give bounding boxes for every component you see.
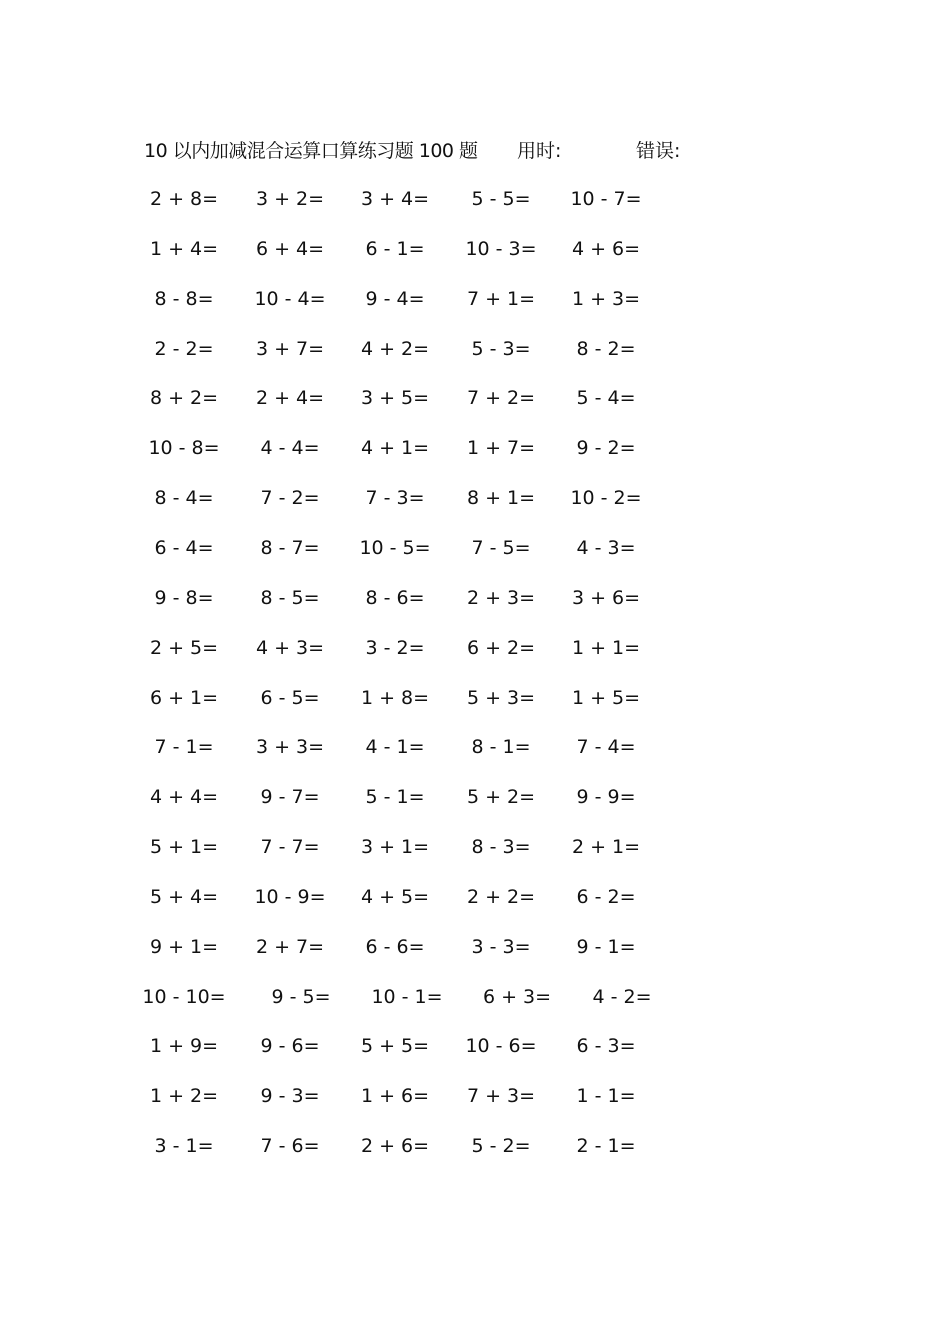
problem-item: 7 + 2= [466,387,536,410]
problem-item: 7 - 5= [471,536,531,559]
problem-item: 5 + 1= [149,836,219,859]
problem-item: 9 - 3= [260,1085,320,1108]
problem-item: 6 + 1= [149,686,219,709]
time-used-label: 用时: [517,140,562,162]
problem-item: 6 - 4= [154,536,214,559]
problem-item: 4 - 3= [576,536,636,559]
problem-item: 5 + 4= [149,885,219,908]
problem-item: 9 - 1= [576,935,636,958]
problem-item: 8 - 6= [365,586,425,609]
problem-item: 3 + 2= [255,188,325,210]
problem-item: 3 + 4= [360,188,430,210]
problem-item: 10 - 5= [359,536,431,559]
problem-item: 6 - 5= [260,686,320,709]
problem-item: 4 - 1= [365,736,425,759]
problem-item: 9 - 5= [271,985,331,1008]
problem-item: 8 - 1= [471,736,531,759]
problem-item: 6 - 6= [365,935,425,958]
problem-item: 6 - 3= [576,1035,636,1058]
problem-item: 7 - 1= [154,736,214,759]
problem-item: 10 - 9= [254,885,326,908]
problem-item: 1 + 6= [360,1085,430,1108]
problem-item: 4 - 4= [260,437,320,460]
problem-item: 7 - 2= [260,487,320,510]
problem-item: 1 + 7= [466,437,536,460]
problem-item: 8 - 5= [260,586,320,609]
problem-item: 3 + 6= [571,586,641,609]
problem-item: 5 - 1= [365,786,425,809]
problem-item: 2 + 5= [149,636,219,659]
problem-item: 7 - 3= [365,487,425,510]
problem-item: 8 - 3= [471,836,531,859]
problem-item: 8 - 8= [154,287,214,310]
problem-item: 8 - 4= [154,487,214,510]
problem-item: 1 - 1= [576,1085,636,1108]
problem-item: 4 + 2= [360,337,430,360]
problem-item: 2 + 6= [360,1135,430,1158]
worksheet-title: 10 以内加减混合运算口算练习题 100 题 [144,140,478,162]
problem-item: 1 + 4= [149,237,219,260]
problem-item: 6 - 2= [576,885,636,908]
problem-item: 8 - 2= [576,337,636,360]
problem-item: 6 + 4= [255,237,325,260]
problem-item: 2 + 2= [466,885,536,908]
problem-item: 3 + 3= [255,736,325,759]
problem-item: 6 - 1= [365,237,425,260]
problem-item: 10 - 2= [570,487,642,510]
problem-item: 9 - 2= [576,437,636,460]
problem-item: 10 - 6= [465,1035,537,1058]
problem-item: 9 - 4= [365,287,425,310]
problem-item: 10 - 3= [465,237,537,260]
problem-item: 1 + 8= [360,686,430,709]
problem-item: 7 + 1= [466,287,536,310]
problem-item: 5 - 2= [471,1135,531,1158]
problem-item: 3 - 1= [154,1135,214,1158]
problem-item: 4 - 2= [592,985,652,1008]
problem-item: 4 + 3= [255,636,325,659]
problem-item: 10 - 8= [148,437,220,460]
problem-item: 5 - 3= [471,337,531,360]
problem-item: 3 - 2= [365,636,425,659]
problem-item: 3 - 3= [471,935,531,958]
problem-item: 2 - 1= [576,1135,636,1158]
problem-item: 2 + 8= [149,188,219,210]
problem-item: 2 + 1= [571,836,641,859]
problem-item: 3 + 7= [255,337,325,360]
problem-item: 3 + 5= [360,387,430,410]
problem-item: 2 + 7= [255,935,325,958]
problem-item: 9 + 1= [149,935,219,958]
problem-item: 9 - 6= [260,1035,320,1058]
errors-label: 错误: [636,140,681,162]
problem-item: 1 + 2= [149,1085,219,1108]
problem-item: 10 - 4= [254,287,326,310]
problem-item: 5 - 4= [576,387,636,410]
problem-item: 10 - 1= [371,985,443,1008]
problem-item: 8 + 1= [466,487,536,510]
problem-item: 5 + 5= [360,1035,430,1058]
problem-item: 7 - 7= [260,836,320,859]
problem-item: 7 - 4= [576,736,636,759]
problem-item: 4 + 5= [360,885,430,908]
problem-item: 10 - 10= [142,985,226,1008]
problem-item: 7 + 3= [466,1085,536,1108]
problem-item: 1 + 5= [571,686,641,709]
problem-item: 5 + 2= [466,786,536,809]
problem-item: 8 + 2= [149,387,219,410]
problem-item: 9 - 8= [154,586,214,609]
problem-item: 1 + 3= [571,287,641,310]
problem-item: 7 - 6= [260,1135,320,1158]
problem-item: 6 + 3= [482,985,552,1008]
problem-item: 1 + 9= [149,1035,219,1058]
problem-item: 4 + 1= [360,437,430,460]
problem-item: 8 - 7= [260,536,320,559]
problem-item: 2 - 2= [154,337,214,360]
problem-item: 9 - 9= [576,786,636,809]
problem-item: 2 + 3= [466,586,536,609]
problem-item: 2 + 4= [255,387,325,410]
problem-item: 10 - 7= [570,188,642,210]
problem-item: 5 + 3= [466,686,536,709]
problem-item: 4 + 4= [149,786,219,809]
problem-item: 5 - 5= [471,188,531,210]
problem-item: 9 - 7= [260,786,320,809]
problem-item: 4 + 6= [571,237,641,260]
problem-item: 6 + 2= [466,636,536,659]
problem-item: 1 + 1= [571,636,641,659]
problem-item: 3 + 1= [360,836,430,859]
